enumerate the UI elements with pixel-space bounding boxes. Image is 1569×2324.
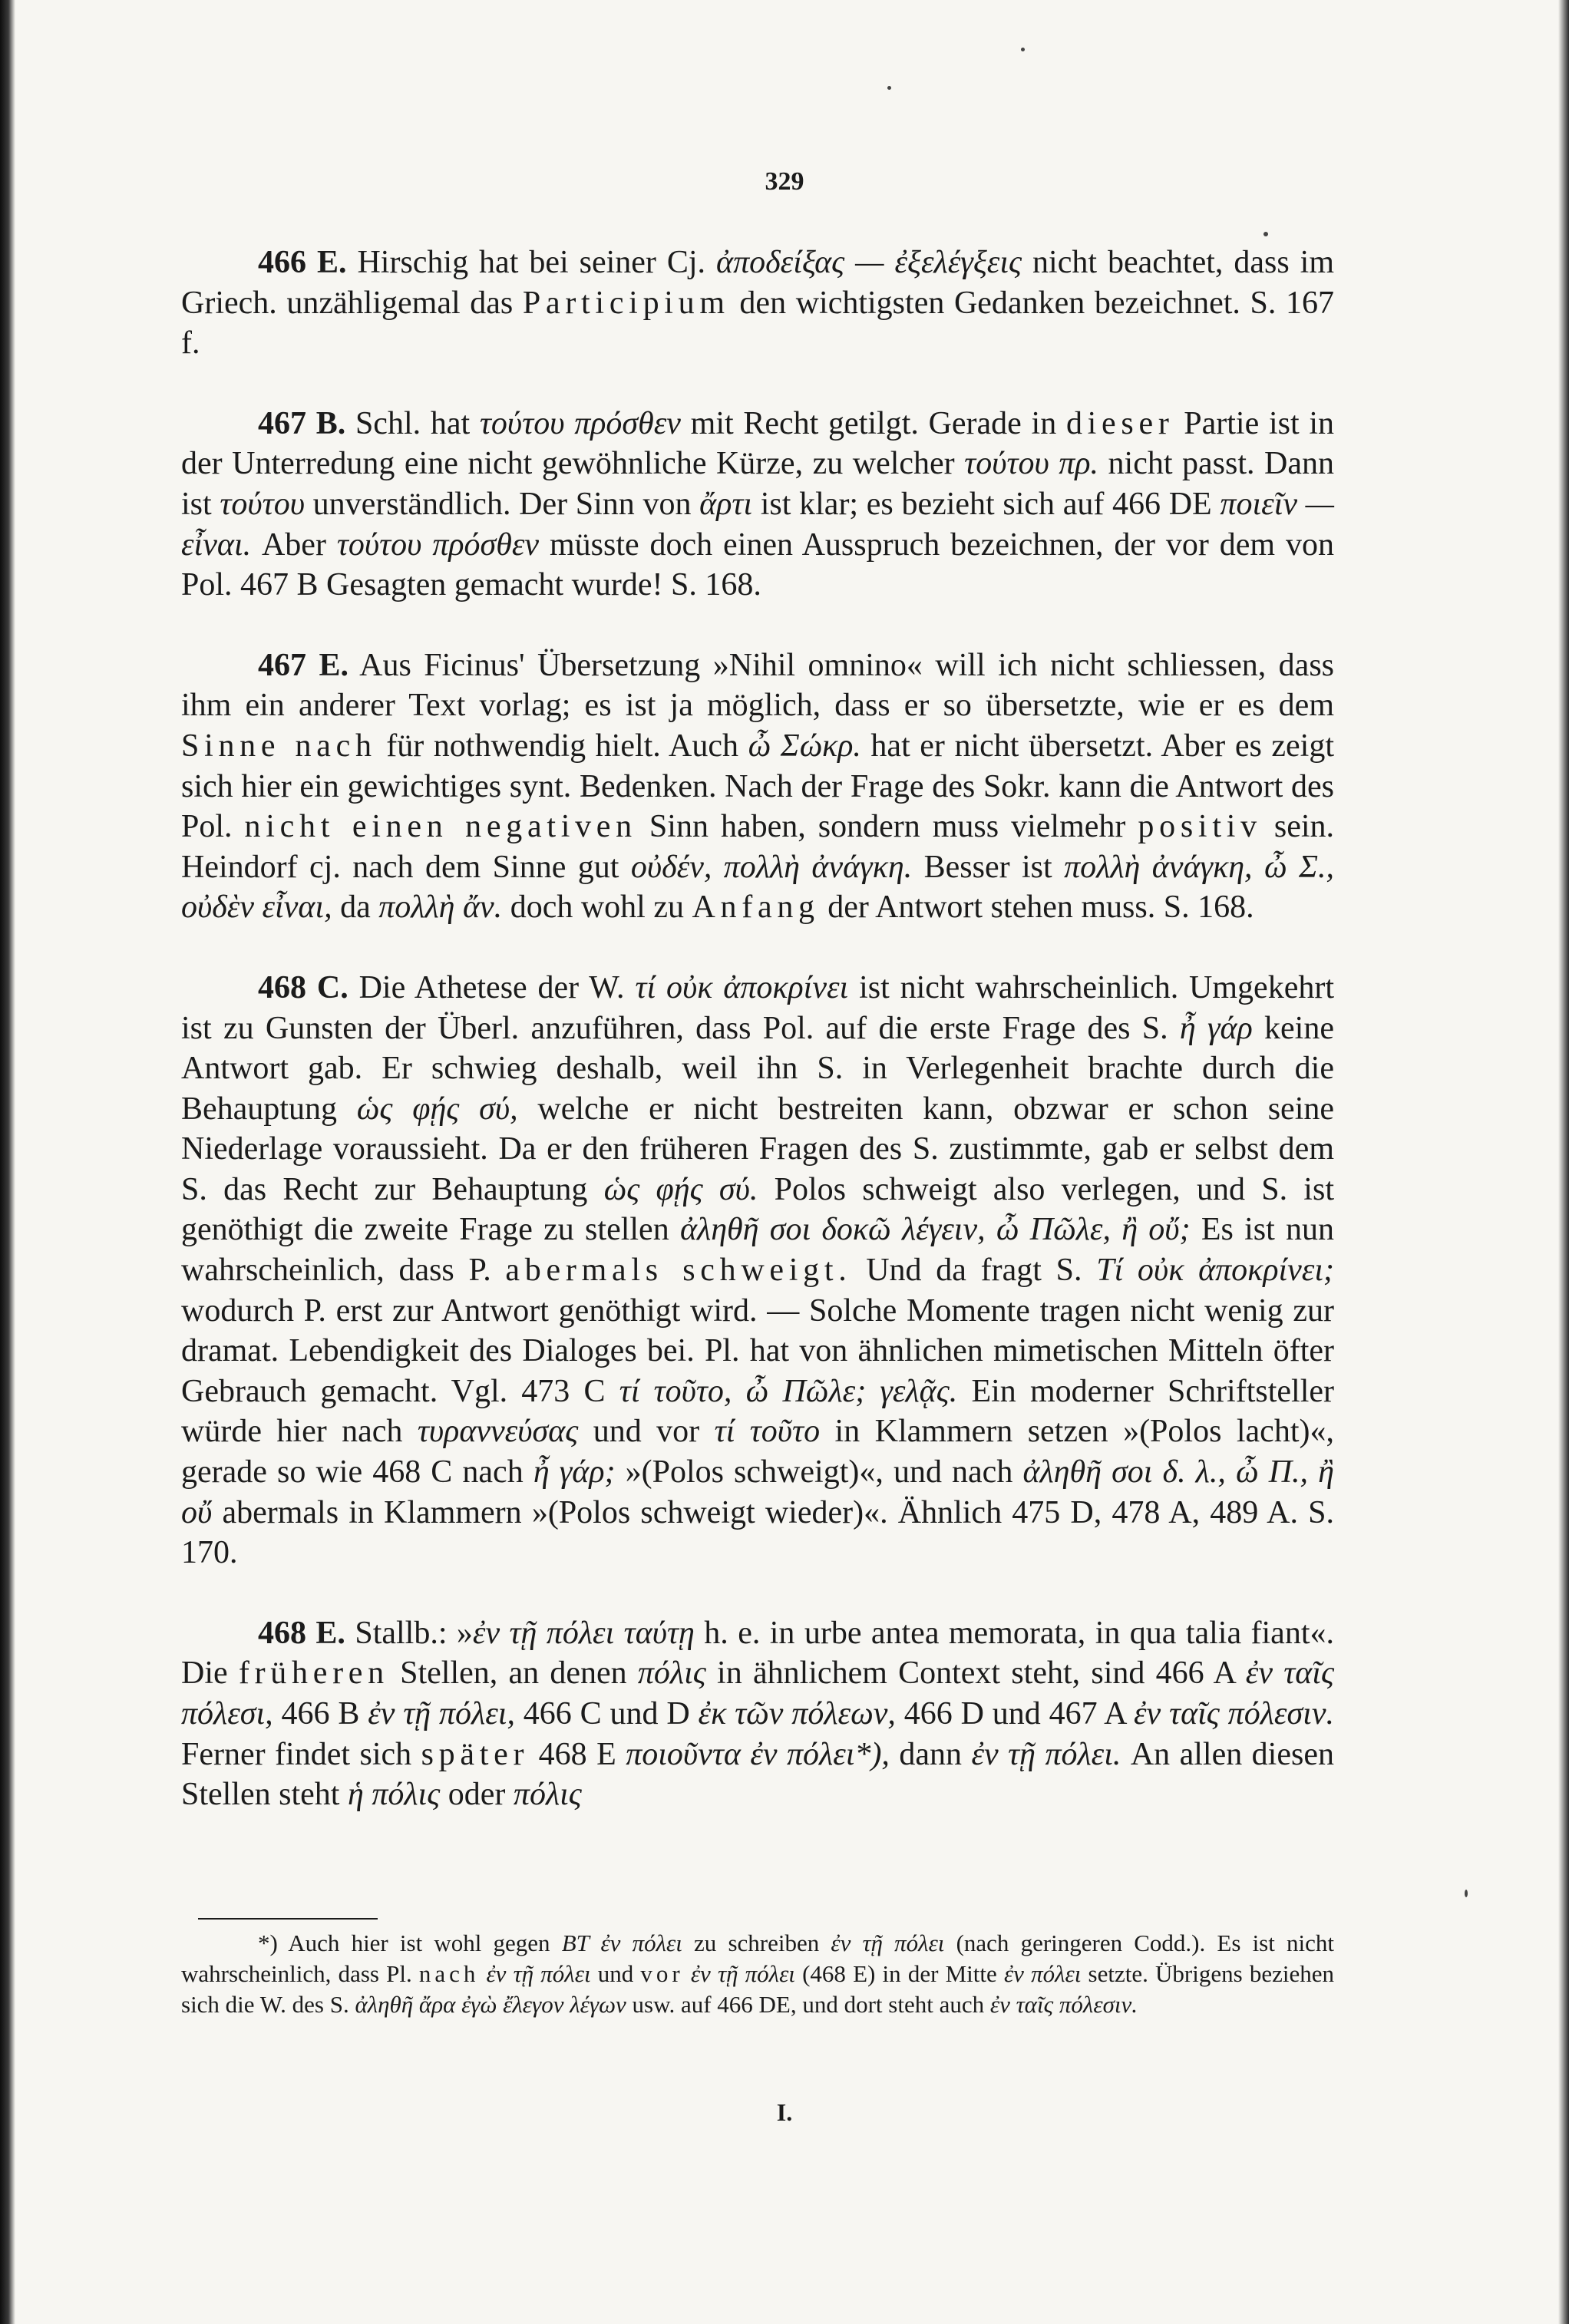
text-run: Ferner findet sich (181, 1736, 421, 1772)
text-run: h. e. in urbe antea memorata, in qua talia fiant«. Die (181, 1615, 1334, 1692)
section-reference: 467 B. (258, 405, 346, 441)
text-run: 466 B (273, 1696, 368, 1731)
footnote (181, 1928, 1334, 2020)
greek-text: ἀληθῆ ἄρα ἐγὼ ἔλεγον λέγων (355, 1991, 626, 2018)
spaced-emphasis: dieser (1065, 405, 1174, 441)
text-run: den wichtigsten Gedanken bezeichnet. S. 167 f. (181, 285, 1335, 361)
paragraph-468e (181, 1613, 1334, 1815)
text-run: Die Athetese der W. (348, 969, 636, 1005)
paragraph-466e (181, 243, 1334, 364)
text-run: An allen diesen Stellen steht (181, 1736, 1334, 1813)
greek-text: ὡς φῄς σύ. (603, 1171, 758, 1207)
text-run: Aber (251, 527, 337, 563)
text-run: Aus Ficinus' Übersetzung »Nihil omnino« will ich nicht schliessen, dass ihm ein anderer Text vorlag; es ist ja möglich, dass er so übersetzte, wie er es dem (181, 647, 1335, 724)
text-run: oder (440, 1777, 514, 1813)
greek-text: ἐκ τῶν πόλεων, (698, 1696, 896, 1731)
signature-mark: I. (776, 2098, 793, 2126)
footnote-rule (198, 1918, 378, 1920)
spaced-emphasis: Sinne nach (181, 728, 377, 764)
text-run: mit Recht getilgt. Gerade in (680, 405, 1066, 441)
text-run: setzte. Übrigens beziehen sich die W. des S. (181, 1960, 1335, 2018)
text-run: in ähnlichem Context steht, sind 466 A (705, 1656, 1246, 1692)
greek-text: ἐν τῇ πόλει (486, 1960, 591, 1987)
text-run: Ein moderner Schriftsteller würde hier nach (181, 1373, 1334, 1450)
greek-text: ἐν ταῖς πόλεσι, (181, 1656, 1334, 1731)
greek-text: Τί οὐκ ἀποκρίνει; (1096, 1253, 1334, 1289)
page-right-edge (1558, 0, 1569, 2324)
greek-text: ἐν ταῖς πόλεσιν. (1134, 1696, 1334, 1731)
footnote-text (181, 1928, 1334, 2020)
text-run: Besser ist (912, 849, 1065, 885)
greek-text: πολλὴ ἄν. (378, 890, 503, 926)
text-run: nicht passt. Dann ist (181, 446, 1335, 522)
greek-text: ἐν πόλει (1003, 1960, 1082, 1987)
text-run: Partie ist in der Unterredung eine nicht gewöhnliche Kürze, zu welcher (181, 405, 1335, 482)
text-run: *) Auch hier ist wohl gegen (258, 1930, 562, 1956)
text-run: Stellen, an denen (388, 1656, 638, 1692)
text-run: (nach geringeren Codd.). Es ist nicht wahrscheinlich, dass Pl. (181, 1930, 1334, 1987)
greek-text: τί τοῦτο, ὦ Πῶλε; γελᾷς. (619, 1373, 958, 1409)
text-run: »(Polos schweigt)«, und nach (615, 1454, 1023, 1490)
greek-text: ποιοῦντα ἐν πόλει*), (626, 1736, 890, 1772)
text-run: unverständlich. Der Sinn von (305, 486, 700, 522)
scan-speck (1465, 1890, 1468, 1897)
text-run: Stallb.: » (345, 1615, 473, 1651)
page-left-edge (0, 0, 15, 2324)
greek-text: πολλὴ ἀνάγκη, ὦ Σ., οὐδὲν εἶναι, (181, 849, 1334, 926)
text-run: keine Antwort gab. Er schwieg deshalb, weil ihn S. in Verlegenheit brachte durch die Behauptung (181, 1010, 1334, 1127)
section-reference: 467 E. (258, 647, 348, 683)
spaced-emphasis: früheren (238, 1656, 389, 1692)
scan-speck (1263, 232, 1268, 236)
text-run: (468 E) in der Mitte (794, 1960, 1004, 1987)
text-run: 466 C und D (514, 1696, 699, 1731)
text-run: Hirschig hat bei seiner Cj. (346, 245, 717, 280)
greek-text: ἐν τῇ πόλει. (971, 1736, 1121, 1772)
text-run: 466 D und 467 A (895, 1696, 1134, 1731)
text-run: abermals in Klammern »(Polos schweigt wieder)«. Ähnlich 475 D, 478 A, 489 A. S. 170. (181, 1494, 1334, 1571)
text-run: Und da fragt S. (851, 1253, 1097, 1289)
scan-speck (1021, 48, 1025, 51)
text-run: in Klammern setzen »(Polos lacht)«, gerade so wie 468 C nach (181, 1414, 1334, 1490)
text-run: für nothwendig hielt. Auch (376, 728, 748, 764)
scan-speck (887, 86, 891, 90)
greek-text: τί τοῦτο (714, 1414, 821, 1450)
greek-text: ἦ γάρ (1179, 1010, 1253, 1046)
paragraph-468c (181, 968, 1334, 1573)
greek-text: ἦ γάρ; (533, 1454, 616, 1490)
text-run: nicht beachtet, dass im Griech. unzähligemal das (181, 245, 1335, 321)
spaced-emphasis: nach (418, 1960, 480, 1987)
spaced-emphasis: abermals schweigt. (505, 1253, 852, 1289)
greek-text: ἐν τῇ πόλει, (368, 1696, 515, 1731)
text-run: wodurch P. erst zur Antwort genöthigt wird. — Solche Momente tragen nicht wenig zur dramat. Lebendigkeit des Dialoges bei. Pl. hat von ähnlichen mimetischen Mitteln öfter Gebrauch gemacht. Vgl. 473 C (181, 1292, 1334, 1409)
greek-text: τυραννεύσας (417, 1414, 579, 1450)
paragraph-467b (181, 404, 1334, 606)
text-run: Polos schweigt also verlegen, und S. ist genöthigt die zweite Frage zu stellen (181, 1171, 1334, 1248)
greek-text: ἐν τῇ πόλει (831, 1930, 945, 1956)
greek-text: BT ἐν πόλει (561, 1930, 682, 1956)
spaced-emphasis: nicht einen negativen (244, 809, 637, 845)
text-run: da (332, 890, 379, 926)
text-run: ist nicht wahrscheinlich. Umgekehrt ist zu Gunsten der Überl. anzuführen, dass Pol. auf die erste Frage des S. (181, 969, 1334, 1046)
greek-text: ἀληθῆ σοι δ. λ., ὦ Π., ἢ οὔ (181, 1454, 1334, 1530)
text-run: dann (889, 1736, 972, 1772)
text-run (684, 1960, 691, 1987)
greek-text: τούτου πρ. (964, 446, 1099, 482)
text-run: Sinn haben, sondern muss vielmehr (636, 809, 1138, 845)
spaced-emphasis: Participium (522, 285, 730, 321)
main-text (181, 243, 1334, 1815)
text-run: welche er nicht bestreiten kann, obzwar er schon seine Niederlage voraussieht. Da er den früheren Fragen des S. zustimmte, gab er selbst dem S. das Recht zur Behauptung (181, 1091, 1335, 1207)
section-reference: 468 E. (258, 1615, 345, 1651)
greek-text: ἐν ταῖς πόλεσιν. (989, 1991, 1138, 2018)
spaced-emphasis: vor (640, 1960, 684, 1987)
text-run: ist klar; es bezieht sich auf 466 DE (752, 486, 1221, 522)
greek-text: τί οὐκ ἀποκρίνει (635, 969, 849, 1005)
greek-text: πόλις (513, 1777, 582, 1813)
spaced-emphasis: positiv (1138, 809, 1262, 845)
greek-text: ἡ πόλις (347, 1777, 441, 1813)
greek-text: ἄρτι (699, 486, 753, 522)
text-run: usw. auf 466 DE, und dort steht auch (626, 1991, 990, 2018)
spaced-emphasis: Anfang (692, 890, 820, 926)
text-run: doch wohl zu (502, 890, 692, 926)
paragraph-467e (181, 645, 1334, 928)
text-run: sein. Heindorf cj. nach dem Sinne gut (181, 809, 1334, 885)
greek-text: ποιεῖν — εἶναι. (181, 486, 1335, 563)
greek-text: τούτου πρόσθεν (336, 527, 540, 563)
text-run: Schl. hat (345, 405, 480, 441)
greek-text: ἀποδείξας — ἐξελέγξεις (716, 245, 1022, 280)
text-run: zu schreiben (682, 1930, 831, 1956)
text-run: Es ist nun wahrscheinlich, dass P. (181, 1212, 1335, 1289)
spaced-emphasis: später (421, 1736, 530, 1772)
greek-text: τούτου (220, 486, 305, 522)
greek-text: ἀληθῆ σοι δοκῶ λέγειν, ὦ Πῶλε, ἢ οὔ; (679, 1212, 1191, 1248)
section-reference: 468 C. (258, 969, 348, 1005)
greek-text: ὡς φῄς σύ, (356, 1091, 518, 1127)
text-run: 468 E (529, 1736, 626, 1772)
text-run: müsste doch einen Ausspruch bezeichnen, der vor dem von Pol. 467 B Gesagten gemacht wurde! S. 168. (181, 527, 1334, 603)
text-run: der Antwort stehen muss. S. 168. (819, 890, 1254, 926)
greek-text: ἐν τῇ πόλει ταύτῃ (472, 1615, 695, 1651)
text-run: hat er nicht übersetzt. Aber es zeigt sich hier ein gewichtiges synt. Bedenken. Nach der Frage des Sokr. kann die Antwort des Pol. (181, 728, 1335, 845)
greek-text: ὦ Σώκρ. (748, 728, 861, 764)
page-number: 329 (765, 167, 804, 196)
section-reference: 466 E. (258, 245, 347, 280)
greek-text: πόλις (637, 1656, 706, 1692)
greek-text: τούτου πρόσθεν (479, 405, 681, 441)
text-run: und (590, 1960, 641, 1987)
greek-text: ἐν τῇ πόλει (690, 1960, 795, 1987)
text-run: und vor (578, 1414, 715, 1450)
greek-text: οὐδέν, πολλὴ ἀνάγκη. (630, 849, 913, 885)
